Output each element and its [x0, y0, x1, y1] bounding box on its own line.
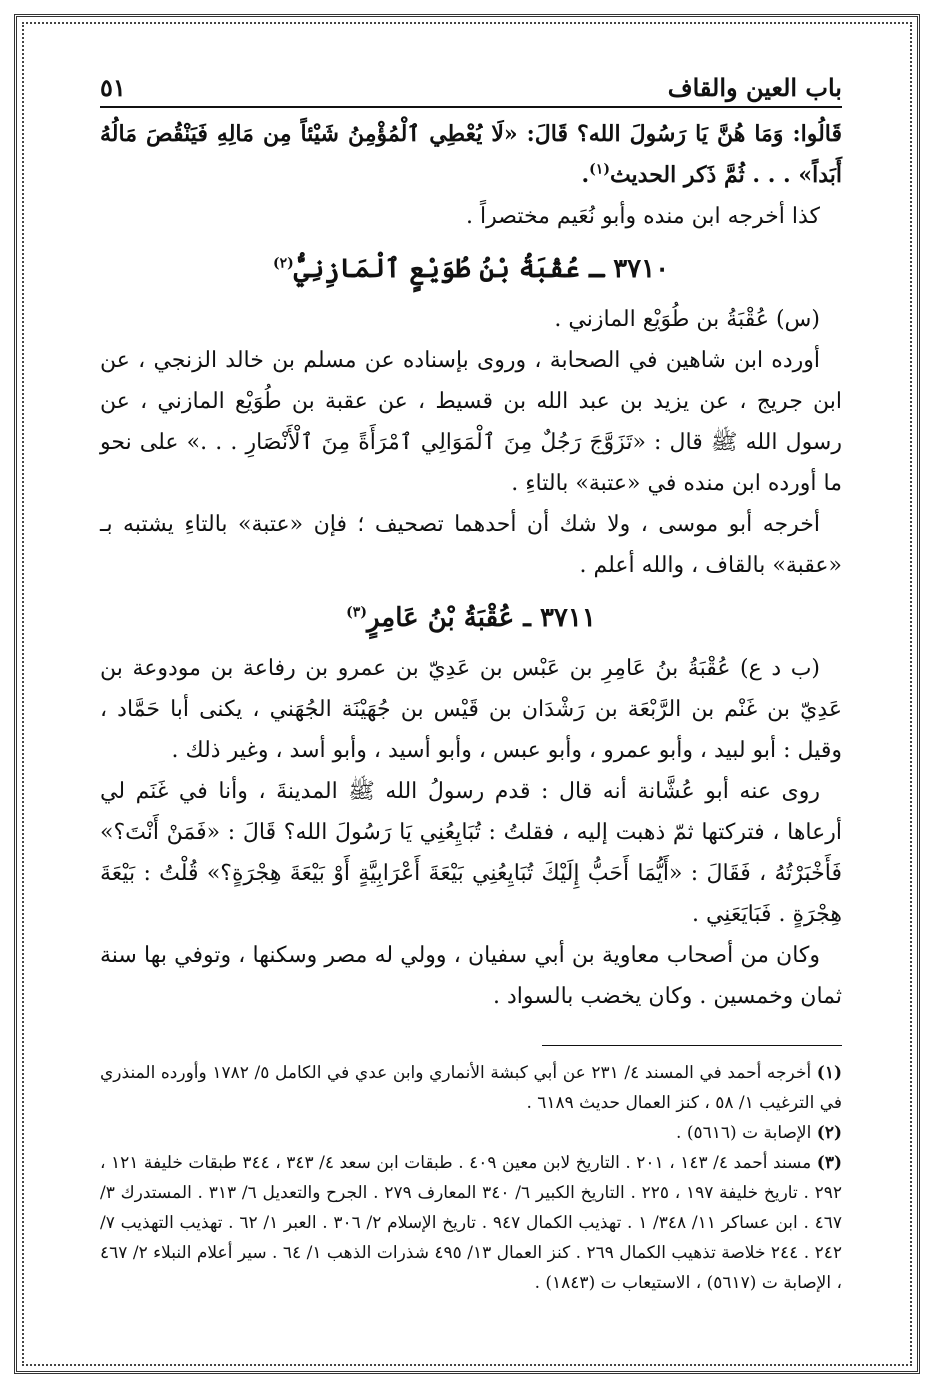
footnotes	[100, 1058, 842, 1298]
paragraph-1: قَالُوا: وَمَا هُنَّ يَا رَسُولَ الله؟ قَالَ: «لَا يُعْطِي ٱلْمُؤْمِنُ شَيْئاً مِن مَالِهِ فَيَنْقُصَ مَالُهُ أَبَداً» . . . ثُمَّ ذَكر الحديث$^{(١)}$.	[100, 121, 842, 188]
paragraph-2: كذا أخرجه ابن منده وأبو نُعَيم مختصراً .	[466, 204, 820, 229]
footnote-3: (٣) مسند أحمد ٤/ ١٤٣ ، ٢٠١ . التاريخ لابن معين ٤٠٩ . طبقات ابن سعد ٤/ ٣٤٣ ، ٣٤٤ طبقات خليفة ١٢١ ، ٢٩٢ . تاريخ خليفة ١٩٧ ، ٢٢٥ . التاريخ الكبير ٦/ ٣٤٠ المعارف ٢٧٩ . الجرح والتعديل ٦/ ٣١٣ . المستدرك ٣/ ٤٦٧ . ابن عساكر ١١/ ٣٤٨/ ١ . تهذيب الكمال ٩٤٧ . تاريخ الإسلام ٢/ ٣٠٦ . العبر ١/ ٦٢ . تهذيب التهذيب ٧/ ٢٤٢ . ٢٤٤ خلاصة تذهيب الكمال ٢٦٩ . كنز العمال ١٣/ ٤٩٥ شذرات الذهب ١/ ٦٤ . سير أعلام النبلاء ٢/ ٤٦٧ ، الإصابة ت (٥٦١٧) ، الاستيعاب ت (١٨٤٣) .	[100, 1153, 843, 1293]
book-page	[100, 70, 842, 1353]
page-header	[100, 70, 842, 108]
paragraph-5: أخرجه أبو موسى ، ولا شك أن أحدهما تصحيف ؛ فإن «عتبة» بالتاءِ يشتبه بـ «عقبة» بالقاف ، والله أعلم .	[100, 512, 842, 578]
footnote-2: (٢) الإصابة ت (٥٦١٦) .	[676, 1123, 842, 1143]
footnote-1: (١) أخرجه أحمد في المسند ٤/ ٢٣١ عن أبي كبشة الأنماري وابن عدي في الكامل ٥/ ١٧٨٢ وأورده المنذري في الترغيب ١/ ٥٨ ، كنز العمال حديث ٦١٨٩ .	[100, 1063, 843, 1113]
paragraph-7: روى عنه أبو عُشَّانة أنه قال : قدم رسولُ الله ﷺ المدينةَ ، وأنا في غَنَم لي أرعاها ، فتركتها ثمّ ذهبت إليه ، فقلتُ : تُبَايِعُنِي يَا رَسُولَ الله؟ قَالَ : «فَمَنْ أَنْتَ؟» فَأَخْبَرْتُهُ ، فَقَالَ : «أَيُّمَا أَحَبُّ إِلَيْكَ تُبَايِعُنِي بَيْعَةَ أَعْرَابِيَّةٍ أَوْ بَيْعَةَ هِجْرَةٍ؟» قُلْتُ : بَيْعَةَ هِجْرَةٍ . فَبَايَعَنِي .	[100, 779, 842, 927]
paragraph-8: وكان من أصحاب معاوية بن أبي سفيان ، وولي له مصر وسكنها ، وتوفي بها سنة ثمان وخمسين . وكان يخضب بالسواد .	[100, 943, 842, 1009]
chapter-title: باب العين والقاف	[667, 73, 842, 102]
footnote-ref-2[interactable]: (٢)	[272, 255, 294, 272]
paragraph-6: (ب د ع) عُقْبَةُ بنُ عَامِرِ بن عَبْس بن عَدِيّ بن عمرو بن رفاعة بن مودوعة بن عَدِيّ بن غَنْم بن الرَّبْعَة بن رَشْدَان بن قَيْس بن جُهَيْنَة الجُهَني ، يكنى أبا حَمَّاد ، وقيل : أبو لبيد ، وأبو عمرو ، وأبو عبس ، وأبو أسيد ، وأبو أسد ، وغير ذلك .	[100, 656, 842, 763]
entry-heading-3710: ٣٧١٠ ـ عُقْبَةُ بْنُ طُوَيْعٍ ٱلْمَازِنِيُّ$^{(٢)}$	[272, 254, 670, 284]
footnote-ref-1[interactable]: (١)	[589, 161, 610, 178]
footnote-separator	[542, 1045, 842, 1046]
main-text	[100, 114, 842, 1017]
paragraph-4: أورده ابن شاهين في الصحابة ، وروى بإسناده عن مسلم بن خالد الزنجي ، عن ابن جريج ، عن يزيد بن عبد الله بن قسيط ، عن عقبة بن طُوَيْع المازني ، عن رسول الله ﷺ قال : «تَزَوَّجَ رَجُلٌ مِنَ ٱلْمَوَالِي ٱمْرَأَةً مِنَ ٱلْأَنْصَارِ . . .» على نحو ما أورده ابن منده في «عتبة» بالتاءِ .	[100, 348, 842, 496]
page-number: ٥١	[100, 73, 126, 102]
paragraph-3: (س) عُقْبَةُ بن طُوَيْع المازني .	[554, 307, 820, 332]
entry-heading-3711: ٣٧١١ ـ عُقْبَةُ بْنُ عَامِرٍ$^{(٣)}$	[346, 603, 596, 633]
footnote-ref-3[interactable]: (٣)	[346, 604, 367, 621]
